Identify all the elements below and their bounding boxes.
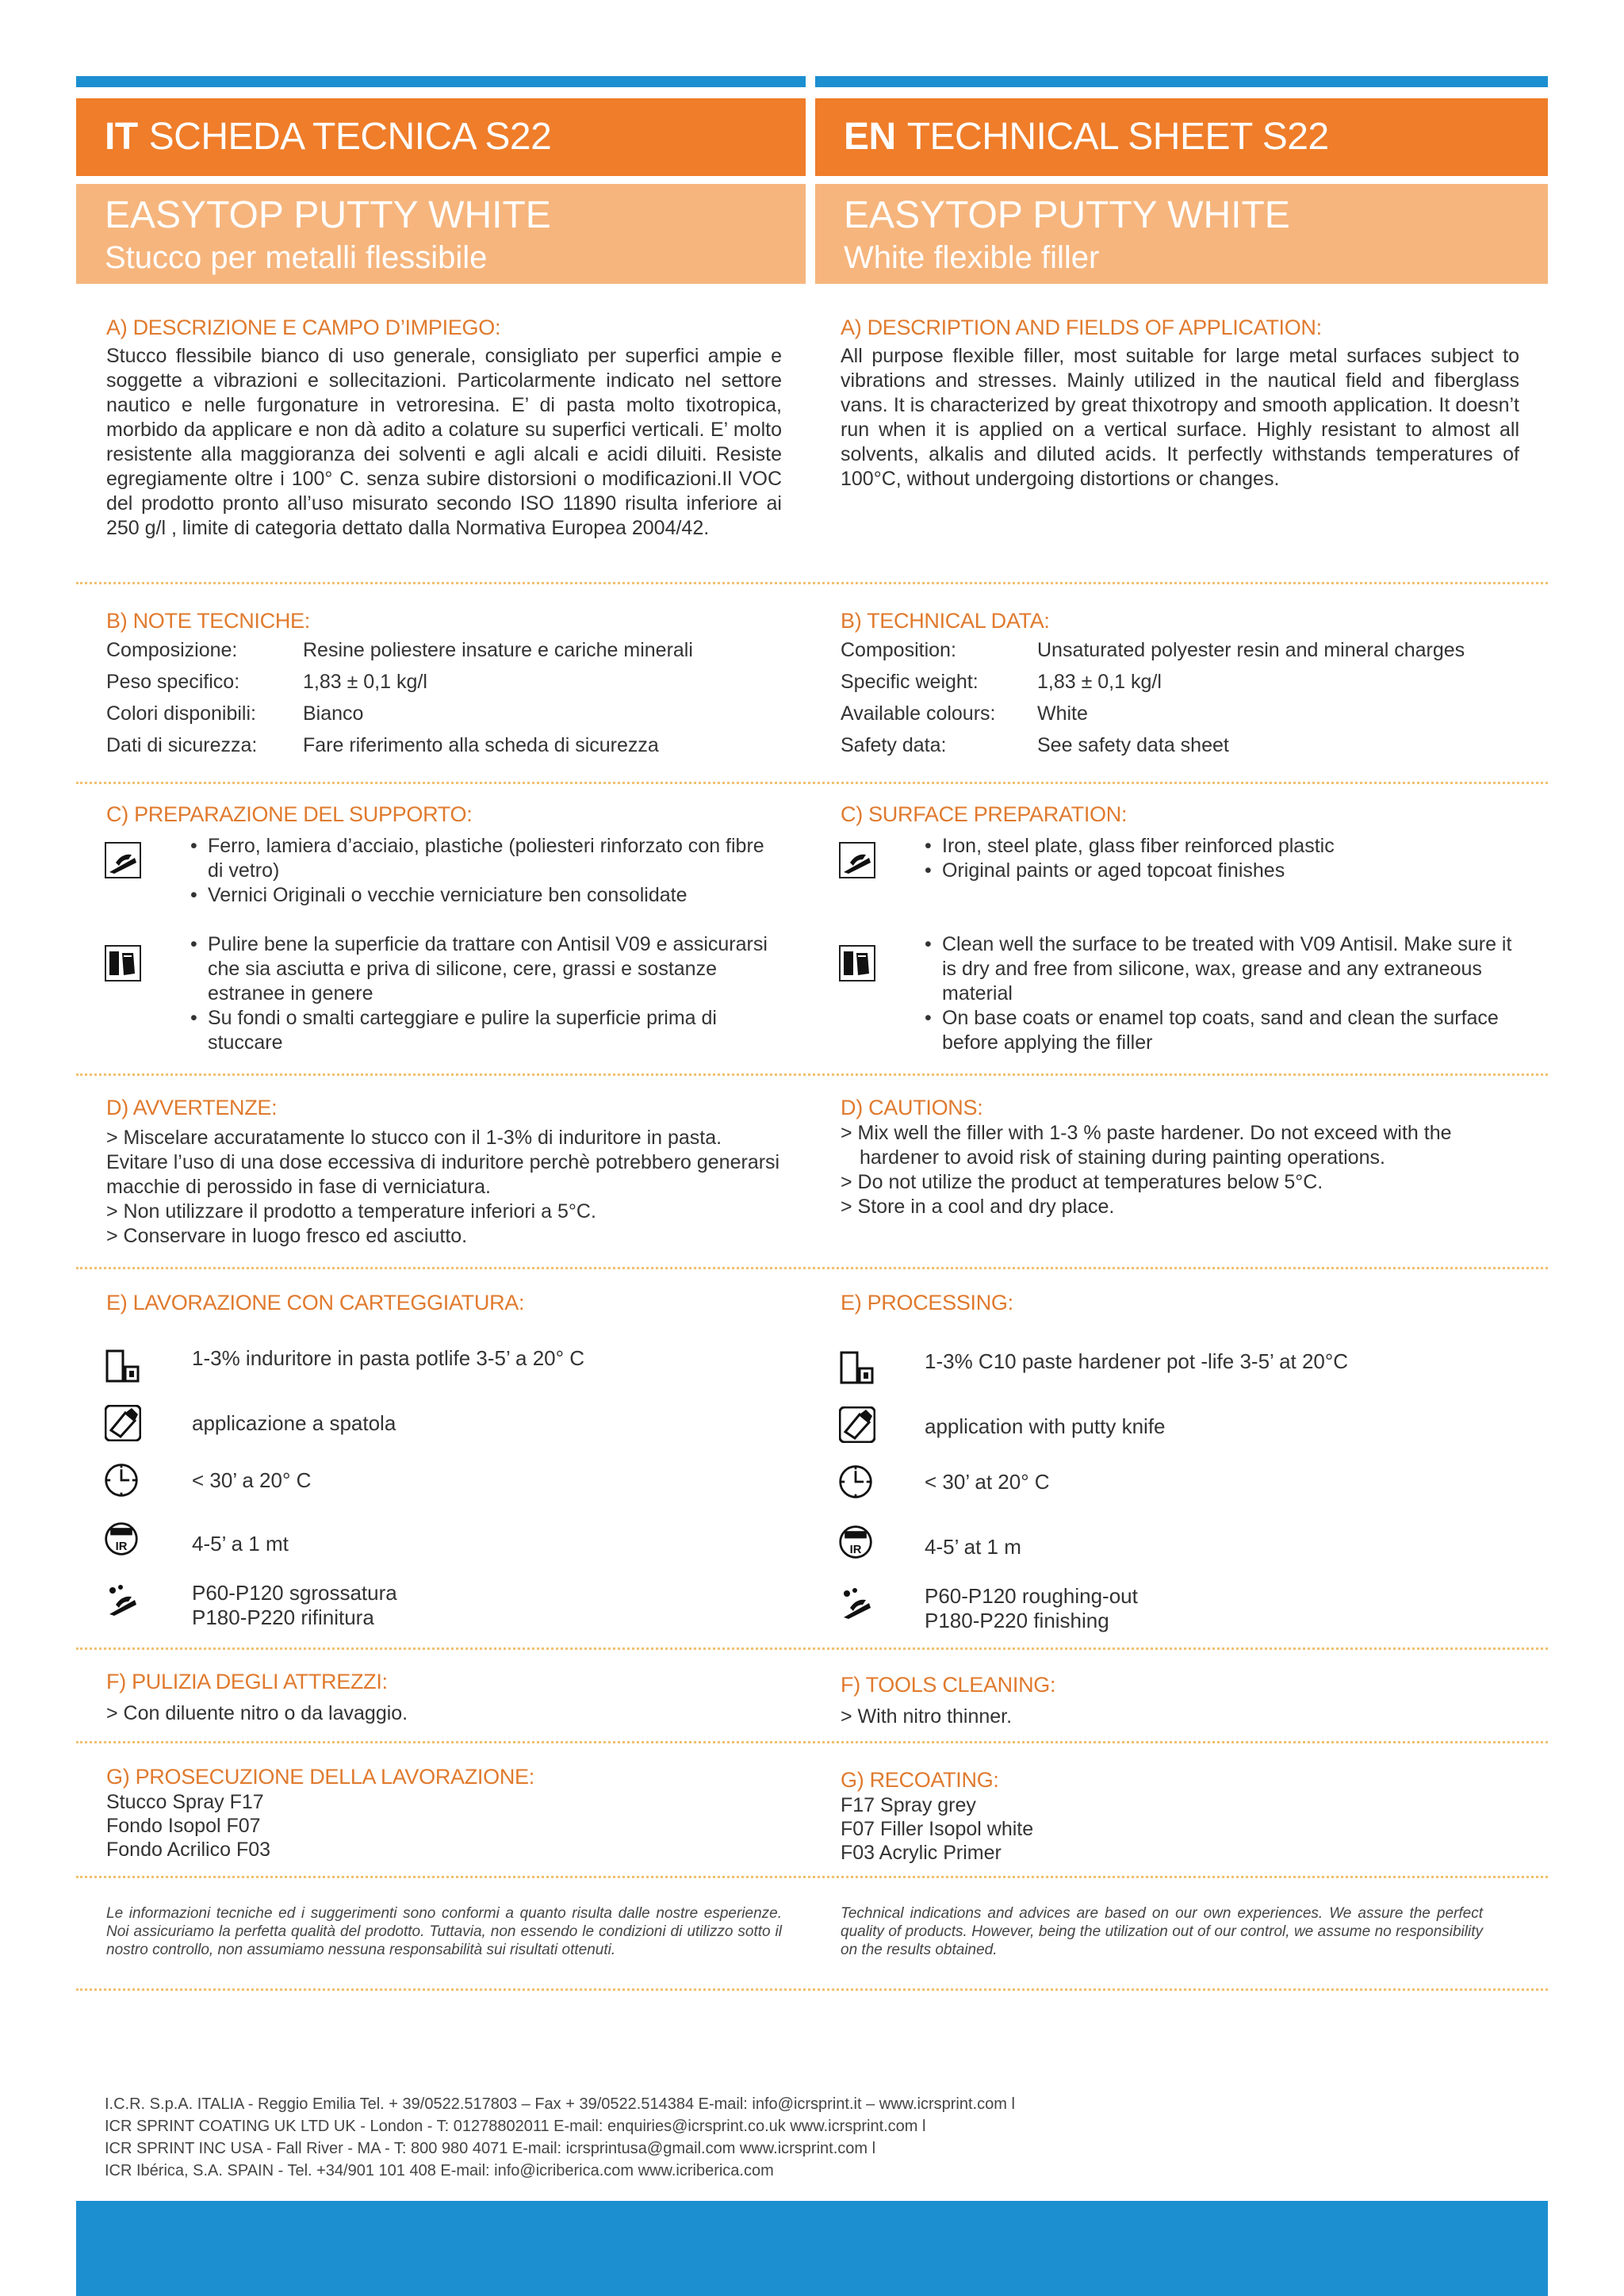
tech-key: Composizione: — [106, 639, 238, 661]
section-e-title-it: E) LAVORAZIONE CON CARTEGGIATURA: — [106, 1291, 525, 1314]
list-item: • On base coats or enamel top coats, sand and clean the surface before applying the filler — [925, 1006, 1519, 1055]
tech-key: Dati di sicurezza: — [106, 734, 258, 756]
tech-row — [841, 634, 1519, 666]
caution-line: > Conservare in luogo fresco ed asciutto. — [106, 1225, 468, 1247]
product-name-en: EASYTOP PUTTY WHITE — [844, 194, 1290, 236]
tech-row — [106, 666, 782, 698]
section-g-en — [841, 1766, 1519, 1865]
top-bar-left — [76, 76, 806, 87]
tech-row — [841, 666, 1519, 698]
recoat-line: F07 Filler Isopol white — [841, 1818, 1034, 1840]
section-a-text-en: All purpose flexible filler, most suitable for large metal surfaces subject to vibrations and stresses. Mainly utilized in the nautical field and fiberglass vans. It is characterized by great thixotropy and smooth application. It doesn’t run when it is applied on a vertical surface. Highly resistant to almost all solvents, alkalis and diluted acids. It perfectly withstands temperatures of 100°C, without undergoing distortions or changes. — [841, 345, 1519, 490]
sanding-hand-icon — [839, 842, 875, 878]
process-step-en: 4-5’ at 1 m — [925, 1535, 1021, 1559]
process-step-it: 4-5’ a 1 mt — [192, 1532, 289, 1556]
divider — [76, 1647, 1548, 1650]
company-contacts — [105, 2093, 1294, 2182]
section-f-title-en: F) TOOLS CLEANING: — [841, 1673, 1056, 1697]
tech-key: Available colours: — [841, 702, 996, 725]
section-g-title-en: G) RECOATING: — [841, 1768, 999, 1792]
section-f-it — [106, 1668, 782, 1726]
process-step-en: application with putty knife — [925, 1414, 1166, 1438]
process-step-en: 1-3% C10 paste hardener pot -life 3-5’ at 20°C — [925, 1349, 1349, 1373]
process-step-it: applicazione a spatola — [192, 1411, 396, 1435]
recoat-line: F03 Acrylic Primer — [841, 1842, 1002, 1864]
tech-key: Specific weight: — [841, 671, 979, 693]
list-item: • Clean well the surface to be treated with V09 Antisil. Make sure it is dry and free from silicone, wax, grease and any extraneous material — [925, 932, 1519, 1006]
tech-value: 1,83 ± 0,1 kg/l — [303, 671, 427, 693]
contact-line: ICR Ibérica, S.A. SPAIN - Tel. +34/901 101 408 E-mail: info@icriberica.com www.icriberica.com — [105, 2162, 774, 2179]
product-name-it: EASYTOP PUTTY WHITE — [105, 194, 551, 236]
svg-text:IR: IR — [115, 1540, 128, 1553]
section-b-title-en: B) TECHNICAL DATA: — [841, 609, 1050, 633]
product-subtitle-it: Stucco per metalli flessibile — [105, 240, 488, 275]
bottom-bar — [76, 2201, 1548, 2296]
process-step-it: 1-3% induritore in pasta potlife 3-5’ a 20° C — [192, 1346, 585, 1370]
contact-line: I.C.R. S.p.A. ITALIA - Reggio Emilia Tel. + 39/0522.517803 – Fax + 39/0522.514384 E-mail: info@icrsprint.it – www.icrsprint.com l — [105, 2095, 1015, 2113]
section-c-group2-en — [925, 932, 1519, 1055]
header-en — [815, 98, 1548, 176]
tech-value: Fare riferimento alla scheda di sicurezza — [303, 734, 659, 756]
section-f-title-it: F) PULIZIA DEGLI ATTREZZI: — [106, 1670, 388, 1693]
tech-row — [841, 698, 1519, 729]
recoat-line: Fondo Isopol F07 — [106, 1815, 261, 1837]
section-b-title-it: B) NOTE TECNICHE: — [106, 609, 310, 633]
section-c-title-wrap-it — [106, 801, 782, 828]
cleaning-hand-icon — [105, 945, 141, 982]
section-d-title-it: D) AVVERTENZE: — [106, 1096, 278, 1119]
section-d-it — [106, 1094, 782, 1249]
contact-line: ICR SPRINT INC USA - Fall River - MA - T: 800 980 4071 E-mail: icrsprintusa@gmail.com www.icrsprint.com l — [105, 2140, 876, 2157]
section-g-title-it: G) PROSECUZIONE DELLA LAVORAZIONE: — [106, 1765, 534, 1789]
divider — [76, 1073, 1548, 1076]
section-c-group2-it — [190, 932, 782, 1055]
caution-line: > Non utilizzare il prodotto a temperature inferiori a 5°C. — [106, 1200, 596, 1223]
divider — [76, 1988, 1548, 1991]
section-f-en — [841, 1671, 1519, 1729]
list-item: • Original paints or aged topcoat finishes — [925, 859, 1519, 883]
section-c-title-en: C) SURFACE PREPARATION: — [841, 802, 1128, 826]
list-item: • Pulire bene la superficie da trattare con Antisil V09 e assicurarsi che sia asciutta e priva di silicone, cere, grassi e sostanze estranee in genere — [190, 932, 782, 1006]
header-code-en: EN — [844, 116, 896, 158]
list-item: • Su fondi o smalti carteggiare e pulire la superficie prima di stuccare — [190, 1006, 782, 1055]
caution-line: > Mix well the filler with 1-3 % paste hardener. Do not exceed with the hardener to avoid risk of staining during painting operations. — [841, 1122, 1452, 1169]
section-c-group1-en — [925, 834, 1519, 883]
section-c-title-wrap-en — [841, 801, 1519, 828]
section-c-title-it: C) PREPARAZIONE DEL SUPPORTO: — [106, 802, 473, 826]
caution-line: > Store in a cool and dry place. — [841, 1196, 1115, 1218]
tech-key: Colori disponibili: — [106, 702, 256, 725]
top-bar-right — [815, 76, 1548, 87]
header-sheet-it: SCHEDA TECNICA S22 — [148, 116, 552, 158]
sandpaper-icon — [105, 1582, 141, 1619]
section-e-title-wrap-it — [106, 1289, 782, 1316]
process-step-it: P60-P120 sgrossatura P180-P220 rifinitura — [192, 1581, 397, 1629]
tech-key: Peso specifico: — [106, 671, 240, 693]
section-e-title-en: E) PROCESSING: — [841, 1291, 1013, 1314]
tech-value: 1,83 ± 0,1 kg/l — [1037, 671, 1162, 693]
recoat-line: Fondo Acrilico F03 — [106, 1839, 271, 1861]
section-b-it — [106, 607, 782, 761]
caution-line: > Do not utilize the product at temperatures below 5°C. — [841, 1171, 1323, 1193]
process-step-en: < 30’ at 20° C — [925, 1470, 1050, 1494]
section-d-title-en: D) CAUTIONS: — [841, 1096, 983, 1119]
sandpaper-icon — [839, 1586, 875, 1622]
hardener-ratio-icon — [105, 1348, 141, 1384]
header-code-it: IT — [105, 116, 138, 158]
divider — [76, 782, 1548, 784]
tech-value: White — [1037, 702, 1088, 725]
tech-key: Safety data: — [841, 734, 947, 756]
infrared-drying-icon — [103, 1521, 140, 1557]
tech-value: Resine poliestere insature e cariche minerali — [303, 639, 693, 661]
section-g-it — [106, 1763, 782, 1862]
section-a-en — [841, 314, 1519, 492]
recoat-line: F17 Spray grey — [841, 1794, 976, 1816]
list-item: • Ferro, lamiera d’acciaio, plastiche (poliesteri rinforzato con fibre di vetro) — [190, 834, 782, 883]
section-a-title-en: A) DESCRIPTION AND FIELDS OF APPLICATION: — [841, 316, 1322, 339]
divider — [76, 1267, 1548, 1269]
section-d-en — [841, 1094, 1519, 1219]
infrared-drying-icon — [837, 1524, 874, 1560]
divider — [76, 582, 1548, 584]
section-a-title-it: A) DESCRIZIONE E CAMPO D’IMPIEGO: — [106, 316, 501, 339]
tech-row — [106, 729, 782, 761]
section-b-en — [841, 607, 1519, 761]
tech-value: Unsaturated polyester resin and mineral charges — [1037, 639, 1465, 661]
cleaning-text: > With nitro thinner. — [841, 1705, 1013, 1728]
divider — [76, 1741, 1548, 1743]
tech-row — [106, 698, 782, 729]
process-step-it: < 30’ a 20° C — [192, 1468, 312, 1492]
recoat-line: Stucco Spray F17 — [106, 1791, 264, 1813]
svg-text:IR: IR — [849, 1543, 862, 1556]
product-subtitle-en: White flexible filler — [844, 240, 1100, 275]
putty-knife-icon — [105, 1405, 141, 1441]
caution-line: > Miscelare accuratamente lo stucco con il 1-3% di induritore in pasta. Evitare l’uso di una dose eccessiva di induritore perchè potrebbero generarsi macchie di perossido in fase di verniciatura. — [106, 1127, 780, 1198]
disclaimer-en: Technical indications and advices are based on our own experiences. We assure the perfect quality of products. However, being the utilization out of our control, we assume no responsibility on the results obtained. — [841, 1905, 1483, 1958]
section-a-text-it: Stucco flessibile bianco di uso generale, consigliato per superfici ampie e soggette a vibrazioni e sollecitazioni. Particolarmente indicato nel settore nautico e nelle furgonature in vetroresina. E’ di pasta molto tixotropica, morbido da applicare e non dà adito a colature su superfici verticali. E’ molto resistente alla maggioranza dei solventi e agli alcali e acidi diluiti. Resiste egregiamente oltre i 100° C. senza subire distorsioni o modificazioni.Il VOC del prodotto pronto all’uso misurato secondo ISO 11890 risulta inferiore ai 250 g/l , limite di categoria dettato dalla Normativa Europea 2004/42. — [106, 345, 782, 539]
header-sheet-en: TECHNICAL SHEET S22 — [906, 116, 1329, 158]
hardener-ratio-icon — [839, 1349, 875, 1386]
section-c-group1-it — [190, 834, 782, 908]
header-it — [76, 98, 806, 176]
putty-knife-icon — [839, 1406, 875, 1443]
timer-icon — [103, 1462, 140, 1498]
product-bar-it — [76, 184, 806, 284]
cleaning-hand-icon — [839, 945, 875, 982]
divider — [76, 1876, 1548, 1878]
product-bar-en — [815, 184, 1548, 284]
list-item: • Iron, steel plate, glass fiber reinforced plastic — [925, 834, 1519, 859]
tech-value: Bianco — [303, 702, 364, 725]
cleaning-text: > Con diluente nitro o da lavaggio. — [106, 1702, 408, 1724]
tech-key: Composition: — [841, 639, 956, 661]
tech-row — [106, 634, 782, 666]
tech-value: See safety data sheet — [1037, 734, 1229, 756]
section-a-it — [106, 314, 782, 541]
timer-icon — [837, 1464, 874, 1500]
sanding-hand-icon — [105, 842, 141, 878]
disclaimer-it: Le informazioni tecniche ed i suggerimenti sono conformi a quanto risulta dalle nostre esperienze. Noi assicuriamo la perfetta qualità del prodotto. Tuttavia, non essendo le condizioni di utilizzo sotto il nostro controllo, non assumiamo nessuna responsabilità sui risultati ottenuti. — [106, 1905, 782, 1958]
process-step-en: P60-P120 roughing-out P180-P220 finishing — [925, 1584, 1138, 1632]
contact-line: ICR SPRINT COATING UK LTD UK - London - T: 01278802011 E-mail: enquiries@icrsprint.co.uk www.icrsprint.com l — [105, 2118, 926, 2135]
list-item: • Vernici Originali o vecchie verniciature ben consolidate — [190, 883, 782, 908]
tech-row — [841, 729, 1519, 761]
section-e-title-wrap-en — [841, 1289, 1519, 1316]
